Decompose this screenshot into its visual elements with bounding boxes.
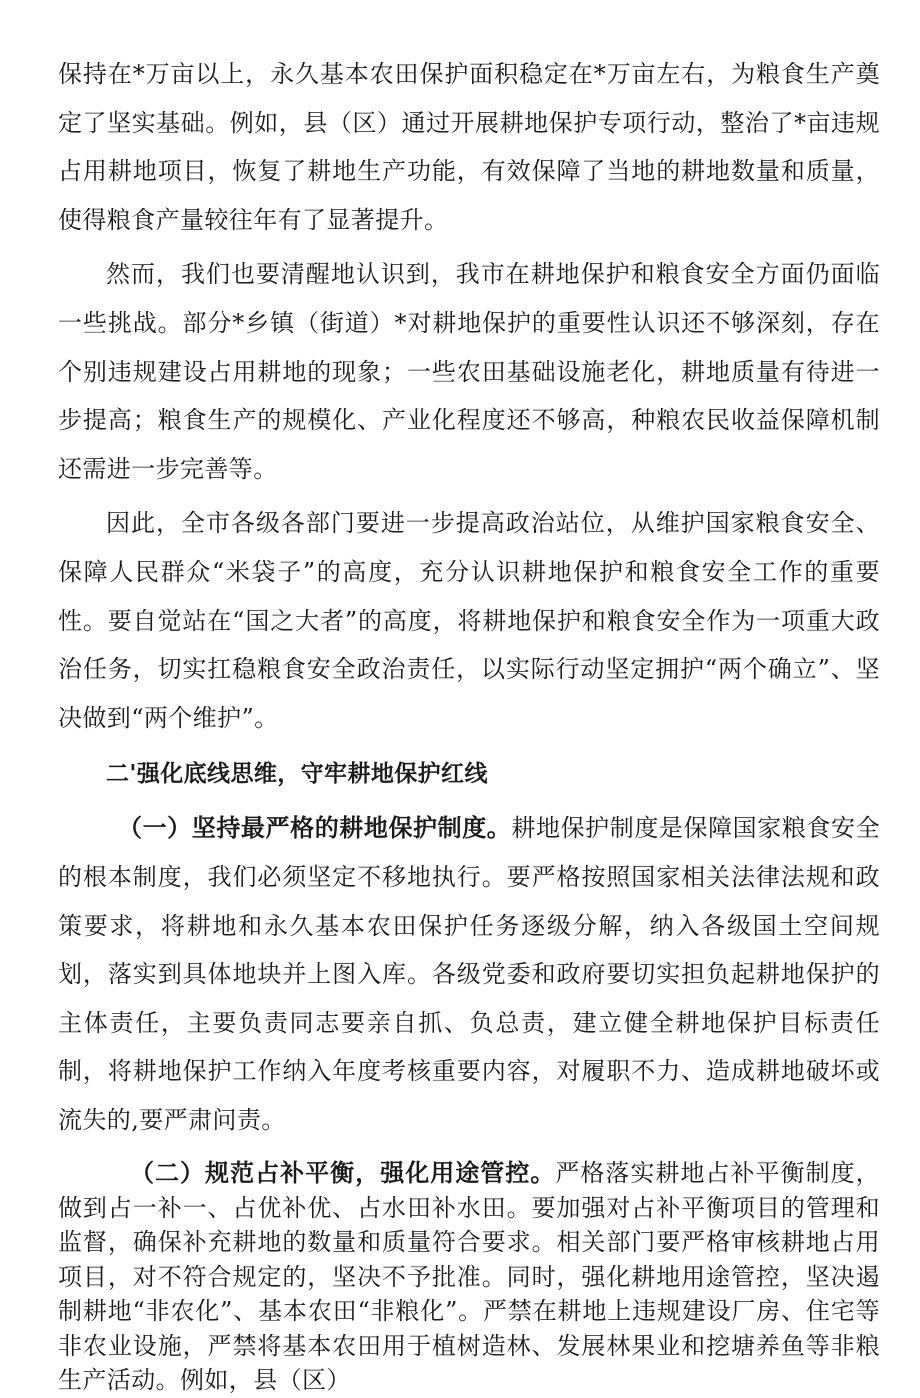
paragraph-strict-protection — [58, 804, 880, 1144]
subsection-lead-1: （一）坚持最严格的耕地保护制度。 — [118, 814, 512, 843]
paragraph-challenges: 然而，我们也要清醒地认识到，我市在耕地保护和粮食安全方面仍面临一些挑战。部分*乡镇（街道）*对耕地保护的重要性认识还不够深刻，存在个别违规建设占用耕地的现象；一些农田基础设施老化，耕地质量有待进一步提高；粮食生产的规模化、产业化程度还不够高，种粮农民收益保障机制还需进一步完善等。 — [58, 260, 880, 483]
section-heading-2: 二'强化底线思维，守牢耕地保护红线 — [106, 761, 488, 788]
document-page — [58, 50, 880, 1398]
subsection-lead-2: （二）规范占补平衡，强化用途管控。 — [130, 1159, 556, 1188]
paragraph-political-stance: 因此，全市各级各部门要进一步提高政治站位，从维护国家粮食安全、保障人民群众“米袋子”的高度，充分认识耕地保护和粮食安全工作的重要性。要自觉站在“国之大者”的高度，将耕地保护和粮食安全作为一项重大政治任务，切实扛稳粮食安全政治责任，以实际行动坚定拥护“两个确立”、坚决做到“两个维护”。 — [58, 509, 880, 732]
subsection-body-2: 严格落实耕地占补平衡制度，做到占一补一、占优补优、占水田补水田。要加强对占补平衡项目的管理和监督，确保补充耕地的数量和质量符合要求。相关部门要严格审核耕地占用项目，对不符合规定的，坚决不予批准。同时，强化耕地用途管控，坚决遏制耕地“非农化”、基本农田“非粮化”。严禁在耕地上违规建设厂房、住宅等非农业设施，严禁将基本农田用于植树造林、发展林果业和挖塘养鱼等非粮生产活动。例如，县（区） — [58, 1159, 880, 1395]
paragraph-balance-control — [58, 1156, 880, 1398]
subsection-body-1: 耕地保护制度是保障国家粮食安全的根本制度，我们必须坚定不移地执行。要严格按照国家相关法律法规和政策要求，将耕地和永久基本农田保护任务逐级分解，纳入各级国土空间规划，落实到具体地块并上图入库。各级党委和政府要切实担负起耕地保护的主体责任，主要负责同志要亲自抓、负总责，建立健全耕地保护目标责任制，将耕地保护工作纳入年度考核重要内容，对履职不力、造成耕地破坏或流失的,要严肃问责。 — [58, 814, 880, 1134]
paragraph-cultivated-land-results: 保持在*万亩以上，永久基本农田保护面积稳定在*万亩左右，为粮食生产奠定了坚实基础。例如，县（区）通过开展耕地保护专项行动，整治了*亩违规占用耕地项目，恢复了耕地生产功能，有效保障了当地的耕地数量和质量，使得粮食产量较往年有了显著提升。 — [58, 60, 880, 234]
